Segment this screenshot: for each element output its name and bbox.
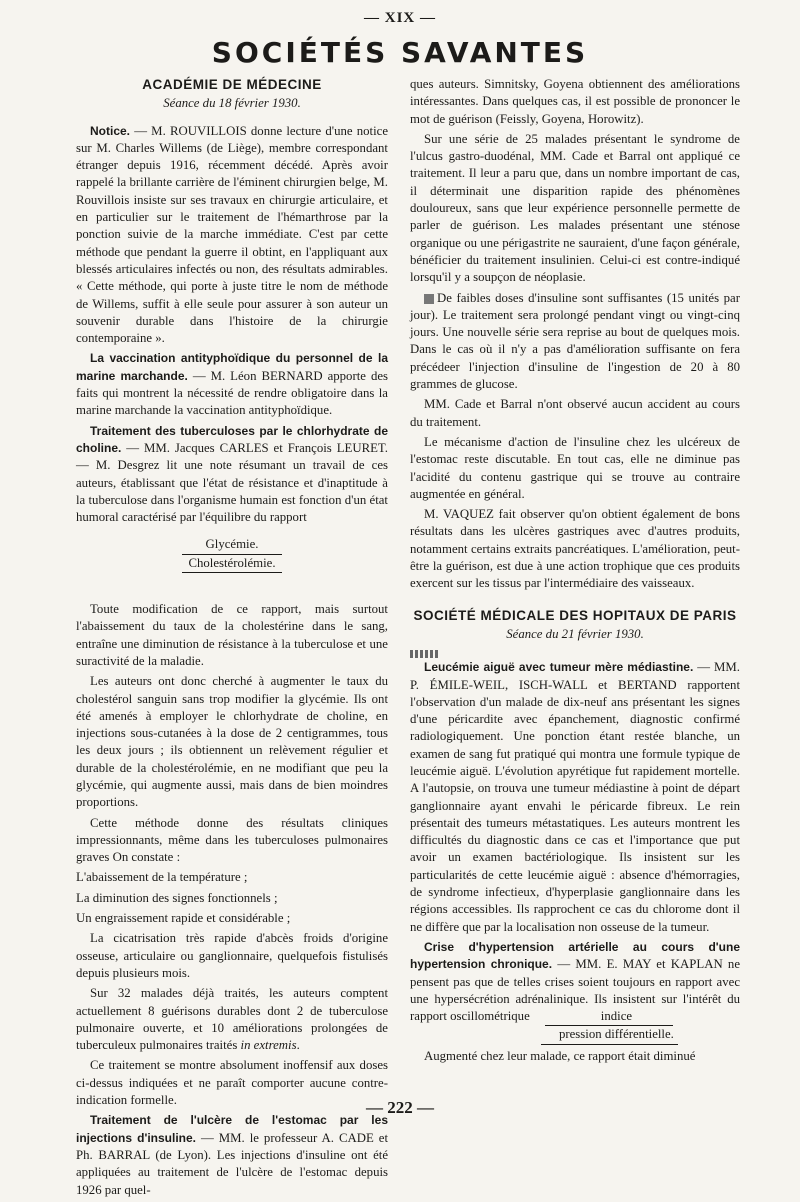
roman-page-number: — XIX — (363, 10, 436, 26)
section-heading-hopitaux: SOCIÉTÉ MÉDICALE DES HOPITAUX DE PARIS (413, 607, 737, 623)
notice-text: — M. ROUVILLOIS donne lecture d'une notice sur M. Charles Willems (de Liège), membre correspondant étranger depuis 1916, récemment décédé. Après avoir rappelé la brillante carrière de l'éminent chirurgien belge, M. Rouvillois insiste sur ses travaux en chirurgie articulaire, et en particulier sur le traitement de l'hémarthrose par la ponction suivie de la marche immédiate. C'est par cette méthode que pendant la guerre il obtint, en l'appliquant aux blessés articulaires infectés ou non, des résultats admirables. « Cette méthode, qui porte à juste titre le nom de méthode de Willems, suffit à elle seule pour assurer à son auteur un souvenir durable dans l'histoire de la chirurgie contemporaine ». (76, 123, 388, 346)
ulcere-paragraph (76, 1112, 388, 1198)
crise-text: — MM. E. MAY et KAPLAN ne pensent pas que de telles crises soient toujours en rapport avec une hypersécrétion adrénalinique. Ils insistent sur l'intérêt du rapport oscillométrique (410, 957, 741, 1024)
paragraph: ques auteurs. Simnitsky, Goyena obtiennent des améliorations intéressantes. Dans quelques cas, il est possible de prononcer le mot de guérison (Feissly, Goyena, Horowitz). (410, 77, 740, 126)
leucemie-lead: Leucémie aiguë avec tumeur mère médiastine. (424, 660, 694, 675)
seance-date: Séance du 21 février 1930. (506, 626, 644, 641)
paragraph: M. VAQUEZ fait observer qu'on obtient également de bons résultats dans les ulcères gastriques avec d'autres produits, notamment certains extraits pancréatiques. L'amélioration, peut-être la guérison, est due à une action trophique que ces produits exercent sur les tissus par l'intermédiaire des vaisseaux. (410, 507, 740, 591)
notice-lead: Notice. (90, 123, 131, 138)
glycemie-fraction (76, 536, 388, 573)
oscillometric-fraction (541, 1008, 678, 1045)
notice-paragraph (76, 123, 388, 348)
paragraph: Toute modification de ce rapport, mais surtout l'abaissement du taux de la cholestérine dans le sang, entraîne une diminution de résistance à la tuberculose et une suractivité de la maladie. (76, 602, 388, 668)
paragraph: Le mécanisme d'action de l'insuline chez les ulcéreux de l'estomac reste discutable. En tout cas, elle ne diminue pas l'acidité du contenu gastrique qui se trouve au contraire augmentée en général. (410, 434, 740, 501)
ulcere-text: — MM. le professeur A. CADE et Ph. BARRAL (de Lyon). Les injections d'insuline ont été appliquées au traitement de l'ulcère de l'estomac depuis 1926 par quel- (76, 1130, 388, 1197)
seance-date: Séance du 18 février 1930. (163, 96, 301, 111)
leucemie-text: — MM. P. ÉMILE-WEIL, ISCH-WALL et BERTAND rapportent l'observation d'un malade de dix-neuf ans présentant les signes d'une péricardite avec épanchement, diagnostic confirmé radiologiquement. Une ponction étant restée blanche, un examen de sang fut pratiqué qui montra une formule typique de leucémie aiguë. L'évolution apyrétique fut rapidement mortelle. A l'autopsie, on trouva une tumeur médiastine à point de départ ganglionnaire ayant envahi le péricarde fibreux. Le rein présentait des tumeurs métastatiques. Les auteurs montrent les difficultés du diagnostic dans ce cas et l'importance que put avoir un examen bactériologique. Ils insistent sur les particularités de cette leucémie aiguë : absence d'hémorragies, de syndrome infectieux, d'hyperplasie ganglionnaire dans les régions accessibles. Ils rapprochent ce cas du chlorome dont il ne diffère que par la localisation non osseuse de la tumeur. (410, 660, 741, 934)
crise-lead: Crise d'hypertension artérielle au cours d'une hypertension chronique. (410, 939, 740, 972)
paragraph: Sur une série de 25 malades présentant le syndrome de l'ulcus gastro-duodénal, MM. Cade et Barral ont appliqué ce traitement. Il leur a paru que, dans un nombre important de cas, il déterminait une disparition rapide des phénomènes douloureux, sans que leur expérience personnelle permette de parler de guérison. Les malades présentant une sténose organique ou une périgastrite ne sauraient, d'une façon générale, bénéficier du traitement insulinien. Celui-ci est contre-indiqué lorsqu'il y a soupçon de néoplasie. (410, 131, 740, 285)
list-item: La cicatrisation très rapide d'abcès froids d'origine osseuse, articulaire ou ganglionnaire, quelquefois fistulisés depuis plusieurs mois. (76, 931, 388, 980)
paragraph: Les auteurs ont donc cherché à augmenter le taux du cholestérol sanguin sans trop modifier la glycémie. Ils ont été amenés à employer le chlorhydrate de choline, en injections sous-cutanées à la dose de 2 centigrammes, tous les deux jours ; ils obtiennent un relèvement régulier et durable de la cholestérolémie, en ne modifiant que peu la glycémie, qui augmente aussi, mais dans de bien moindres proportions. (76, 674, 388, 810)
list-item: L'abaissement de la température ; (76, 870, 248, 885)
paragraph: MM. Cade et Barral n'ont observé aucun accident au cours du traitement. (410, 397, 740, 429)
right-column (410, 76, 740, 1068)
crise-paragraph (410, 939, 740, 1045)
folio-page-number: — 222 — (366, 1098, 434, 1117)
tuberculoses-paragraph (76, 423, 388, 527)
paragraph-last: Augmenté chez leur malade, ce rapport était diminué (424, 1048, 696, 1063)
fraction-numerator: Glycémie. (182, 536, 281, 554)
vaccination-lead: La vaccination antityphoïdique du personnel de la marine marchande. (76, 351, 388, 383)
tuberculoses-text: — MM. Jacques CARLES et François LEURET. — M. Desgrez lit une note résumant un travail de ces auteurs, établissant que l'état de résistance et d'inaptitude à la tuberculose dans l'organisme humain est fonction d'un état humoral caractérisé par l'équilibre du rapport (76, 440, 388, 525)
vaccination-text: — M. Léon BERNARD apporte des faits qui montrent la nécessité de rendre obligatoire dans la marine marchande la vaccination antityphoïdique. (76, 368, 388, 418)
fraction-numerator: indice (545, 1008, 673, 1026)
left-column (76, 76, 388, 1202)
list-item: Un engraissement rapide et considérable ; (76, 911, 291, 926)
paragraph-doses: De faibles doses d'insuline sont suffisantes (15 unités par jour). Le traitement sera prolongé pendant vingt ou vingt-cinq jours. Une nouvelle série sera reprise au bout de quelques mois. Dans le cas où il n'y a pas d'amélioration suffisante on fera précédeer l'injection d'insuline de l'ingestion de 20 à 80 grammes de glucose. (410, 290, 740, 392)
fraction-denominator: pression différentielle. (541, 1026, 678, 1044)
print-mark-icon (424, 294, 434, 304)
vaccination-paragraph (76, 350, 388, 419)
paragraph-inoffensif: Ce traitement se montre absolument inoffensif aux doses ci-dessus indiquées et ne paraît comporter aucune contre-indication formelle. (76, 1058, 388, 1108)
paragraph: Cette méthode donne des résultats cliniques impressionnants, même dans les tuberculoses pulmonaires graves On constate : (76, 815, 388, 865)
page-title: SOCIÉTÉS SAVANTES (211, 36, 589, 69)
paragraph-results: Sur 32 malades déjà traités, les auteurs comptent actuellement 8 guérisons durables dont 2 de tuberculose pulmonaire ouverte, et 10 améliorations prolongées de tuberculeux pulmonaires traités in extremis. (76, 986, 388, 1053)
section-heading-academie: ACADÉMIE DE MÉDECINE (142, 77, 322, 92)
list-item: La diminution des signes fonctionnels ; (76, 890, 278, 905)
scan-artifact-icon (410, 645, 740, 657)
ulcere-lead: Traitement de l'ulcère de l'estomac par les injections d'insuline. (76, 1113, 388, 1145)
leucemie-paragraph (410, 659, 740, 936)
fraction-denominator: Cholestérolémie. (182, 555, 281, 573)
tuberculoses-lead: Traitement des tuberculoses par le chlorhydrate de choline. (76, 423, 388, 455)
